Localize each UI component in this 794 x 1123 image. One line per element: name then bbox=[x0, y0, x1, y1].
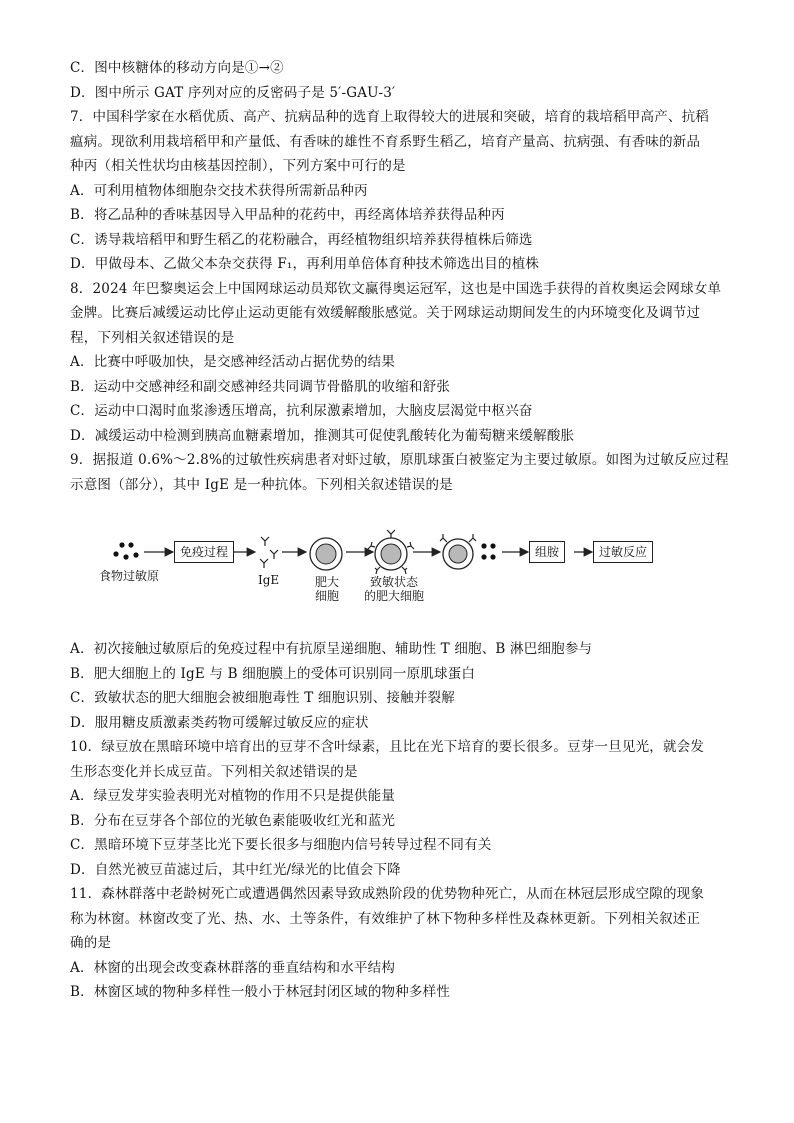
question-10-stem: 生形态变化并长成豆苗。下列相关叙述错误的是 bbox=[70, 763, 358, 780]
question-7-stem: 瘟病。现欲利用栽培稻甲和产量低、有香味的雄性不育系野生稻乙，培育产量高、抗病强、有香味的新品 bbox=[70, 133, 701, 150]
ige-antibodies bbox=[260, 537, 278, 568]
question-10-stem: 10．绿豆放在黑暗环境中培育出的豆芽不含叶绿素，且比在光下培育的要长很多。豆芽一旦见光，就会发 bbox=[70, 739, 705, 755]
question-11-option-b: B．林窗区域的物种多样性一般小于林冠封闭区域的物种多样性 bbox=[70, 984, 451, 1000]
histamine-box: 组胺 bbox=[529, 541, 565, 563]
text-line: D．图中所示 GAT 序列对应的反密码子是 5′-GAU-3′ bbox=[70, 84, 396, 101]
exam-page bbox=[70, 56, 730, 1005]
allergen-dots bbox=[113, 542, 138, 559]
question-9-option-d: D．服用糖皮质激素类药物可缓解过敏反应的症状 bbox=[70, 714, 369, 731]
question-8-option-d: D．减缓运动中检测到胰高血糖素增加，推测其可促使乳酸转化为葡萄糖来缓解酸胀 bbox=[70, 427, 575, 444]
diagram-drawing bbox=[70, 497, 730, 633]
question-10-option-d: D．自然光被豆苗滤过后，其中红光/绿光的比值会下降 bbox=[70, 861, 401, 878]
activated-mast-cell bbox=[440, 534, 476, 569]
question-11-stem: 11．森林群落中老龄树死亡或遭遇偶然因素导致成熟阶段的优势物种死亡，从而在林冠层形成空隙的现象 bbox=[70, 886, 705, 902]
mast-cell bbox=[310, 538, 342, 570]
ige-label: IgE bbox=[258, 573, 280, 587]
question-8-option-a: A．比赛中呼吸加快，是交感神经活动占据优势的结果 bbox=[70, 354, 396, 370]
mast-cell-label bbox=[314, 575, 340, 603]
question-10-option-c: C．黑暗环境下豆芽茎比光下要长很多与细胞内信号转导过程不同有关 bbox=[70, 837, 492, 853]
question-7-stem: 7．中国科学家在水稻优质、高产、抗病品种的选育上取得较大的进展和突破，培育的栽培稻甲高产、抗稻 bbox=[70, 109, 709, 125]
released-granules bbox=[481, 543, 495, 559]
sensitized-label-line: 致敏状态 bbox=[369, 575, 418, 589]
question-7-option-b: B．将乙品种的香味基因导入甲品种的花药中，再经离体培养获得品种丙 bbox=[70, 207, 505, 223]
question-11-stem: 称为林窗。林窗改变了光、热、水、土等条件，有效维护了林下物种多样性及森林更新。下列相关叙述正 bbox=[70, 910, 701, 927]
sensitized-mast-cell-label bbox=[362, 575, 426, 603]
mast-cell-label-line: 细胞 bbox=[314, 589, 339, 603]
question-9-stem: 示意图（部分），其中 IgE 是一种抗体。下列相关叙述错误的是 bbox=[70, 476, 453, 493]
allergic-reaction-box: 过敏反应 bbox=[593, 541, 653, 563]
question-11-option-a: A．林窗的出现会改变森林群落的垂直结构和水平结构 bbox=[70, 959, 396, 976]
mast-cell-label-line: 肥大 bbox=[314, 575, 339, 589]
sensitized-mast-cell bbox=[368, 530, 414, 574]
question-10-option-b: B．分布在豆芽各个部位的光敏色素能吸收红光和蓝光 bbox=[70, 812, 396, 829]
question-8-stem: 程，下列相关叙述错误的是 bbox=[70, 329, 235, 346]
question-8-option-c: C．运动中口渴时血浆渗透压增高，抗利尿激素增加，大脑皮层渴觉中枢兴奋 bbox=[70, 403, 533, 419]
question-8-stem: 金牌。比赛后减缓运动比停止运动更能有效缓解酸胀感觉。关于网球运动期间发生的内环境变化及调节过 bbox=[70, 305, 701, 321]
question-9-stem: 9．据报道 0.6%～2.8%的过敏性疾病患者对虾过敏，原肌球蛋白被鉴定为主要过敏原。如图为过敏反应过程 bbox=[70, 452, 729, 468]
question-11-stem: 确的是 bbox=[70, 935, 112, 951]
text-line: C．图中核糖体的移动方向是①→② bbox=[70, 60, 284, 76]
question-7-option-d: D．甲做母本、乙做父本杂交获得 F₁，再利用单倍体育种技术筛选出目的植株 bbox=[70, 256, 540, 272]
question-7-stem: 种丙（相关性状均由核基因控制），下列方案中可行的是 bbox=[70, 158, 406, 174]
immune-process-box: 免疫过程 bbox=[174, 541, 234, 563]
question-9-option-a: A．初次接触过敏原后的免疫过程中有抗原呈递细胞、辅助性 T 细胞、B 淋巴细胞参与 bbox=[70, 641, 593, 657]
text-block-bottom bbox=[70, 637, 730, 1005]
sensitized-label-line: 的肥大细胞 bbox=[363, 589, 424, 603]
question-9-option-c: C．致敏状态的肥大细胞会被细胞毒性 T 细胞识别、接触并裂解 bbox=[70, 690, 455, 706]
question-7-option-c: C．诱导栽培稻甲和野生稻乙的花粉融合，再经植物组织培养获得植株后筛选 bbox=[70, 231, 533, 248]
question-8-stem: 8．2024 年巴黎奥运会上中国网球运动员郑钦文赢得奥运冠军，这也是中国选手获得的首枚奥运会网球女单 bbox=[70, 280, 722, 297]
food-allergen-label: 食物过敏原 bbox=[99, 569, 160, 583]
text-block-top bbox=[70, 56, 730, 497]
question-10-option-a: A．绿豆发芽实验表明光对植物的作用不只是提供能量 bbox=[70, 788, 396, 804]
question-9-option-b: B．肥大细胞上的 IgE 与 B 细胞膜上的受体可识别同一原肌球蛋白 bbox=[70, 665, 476, 682]
allergy-process-diagram bbox=[70, 497, 730, 633]
question-7-option-a: A．可利用植物体细胞杂交技术获得所需新品种丙 bbox=[70, 182, 368, 199]
question-8-option-b: B．运动中交感神经和副交感神经共同调节骨骼肌的收缩和舒张 bbox=[70, 378, 451, 395]
